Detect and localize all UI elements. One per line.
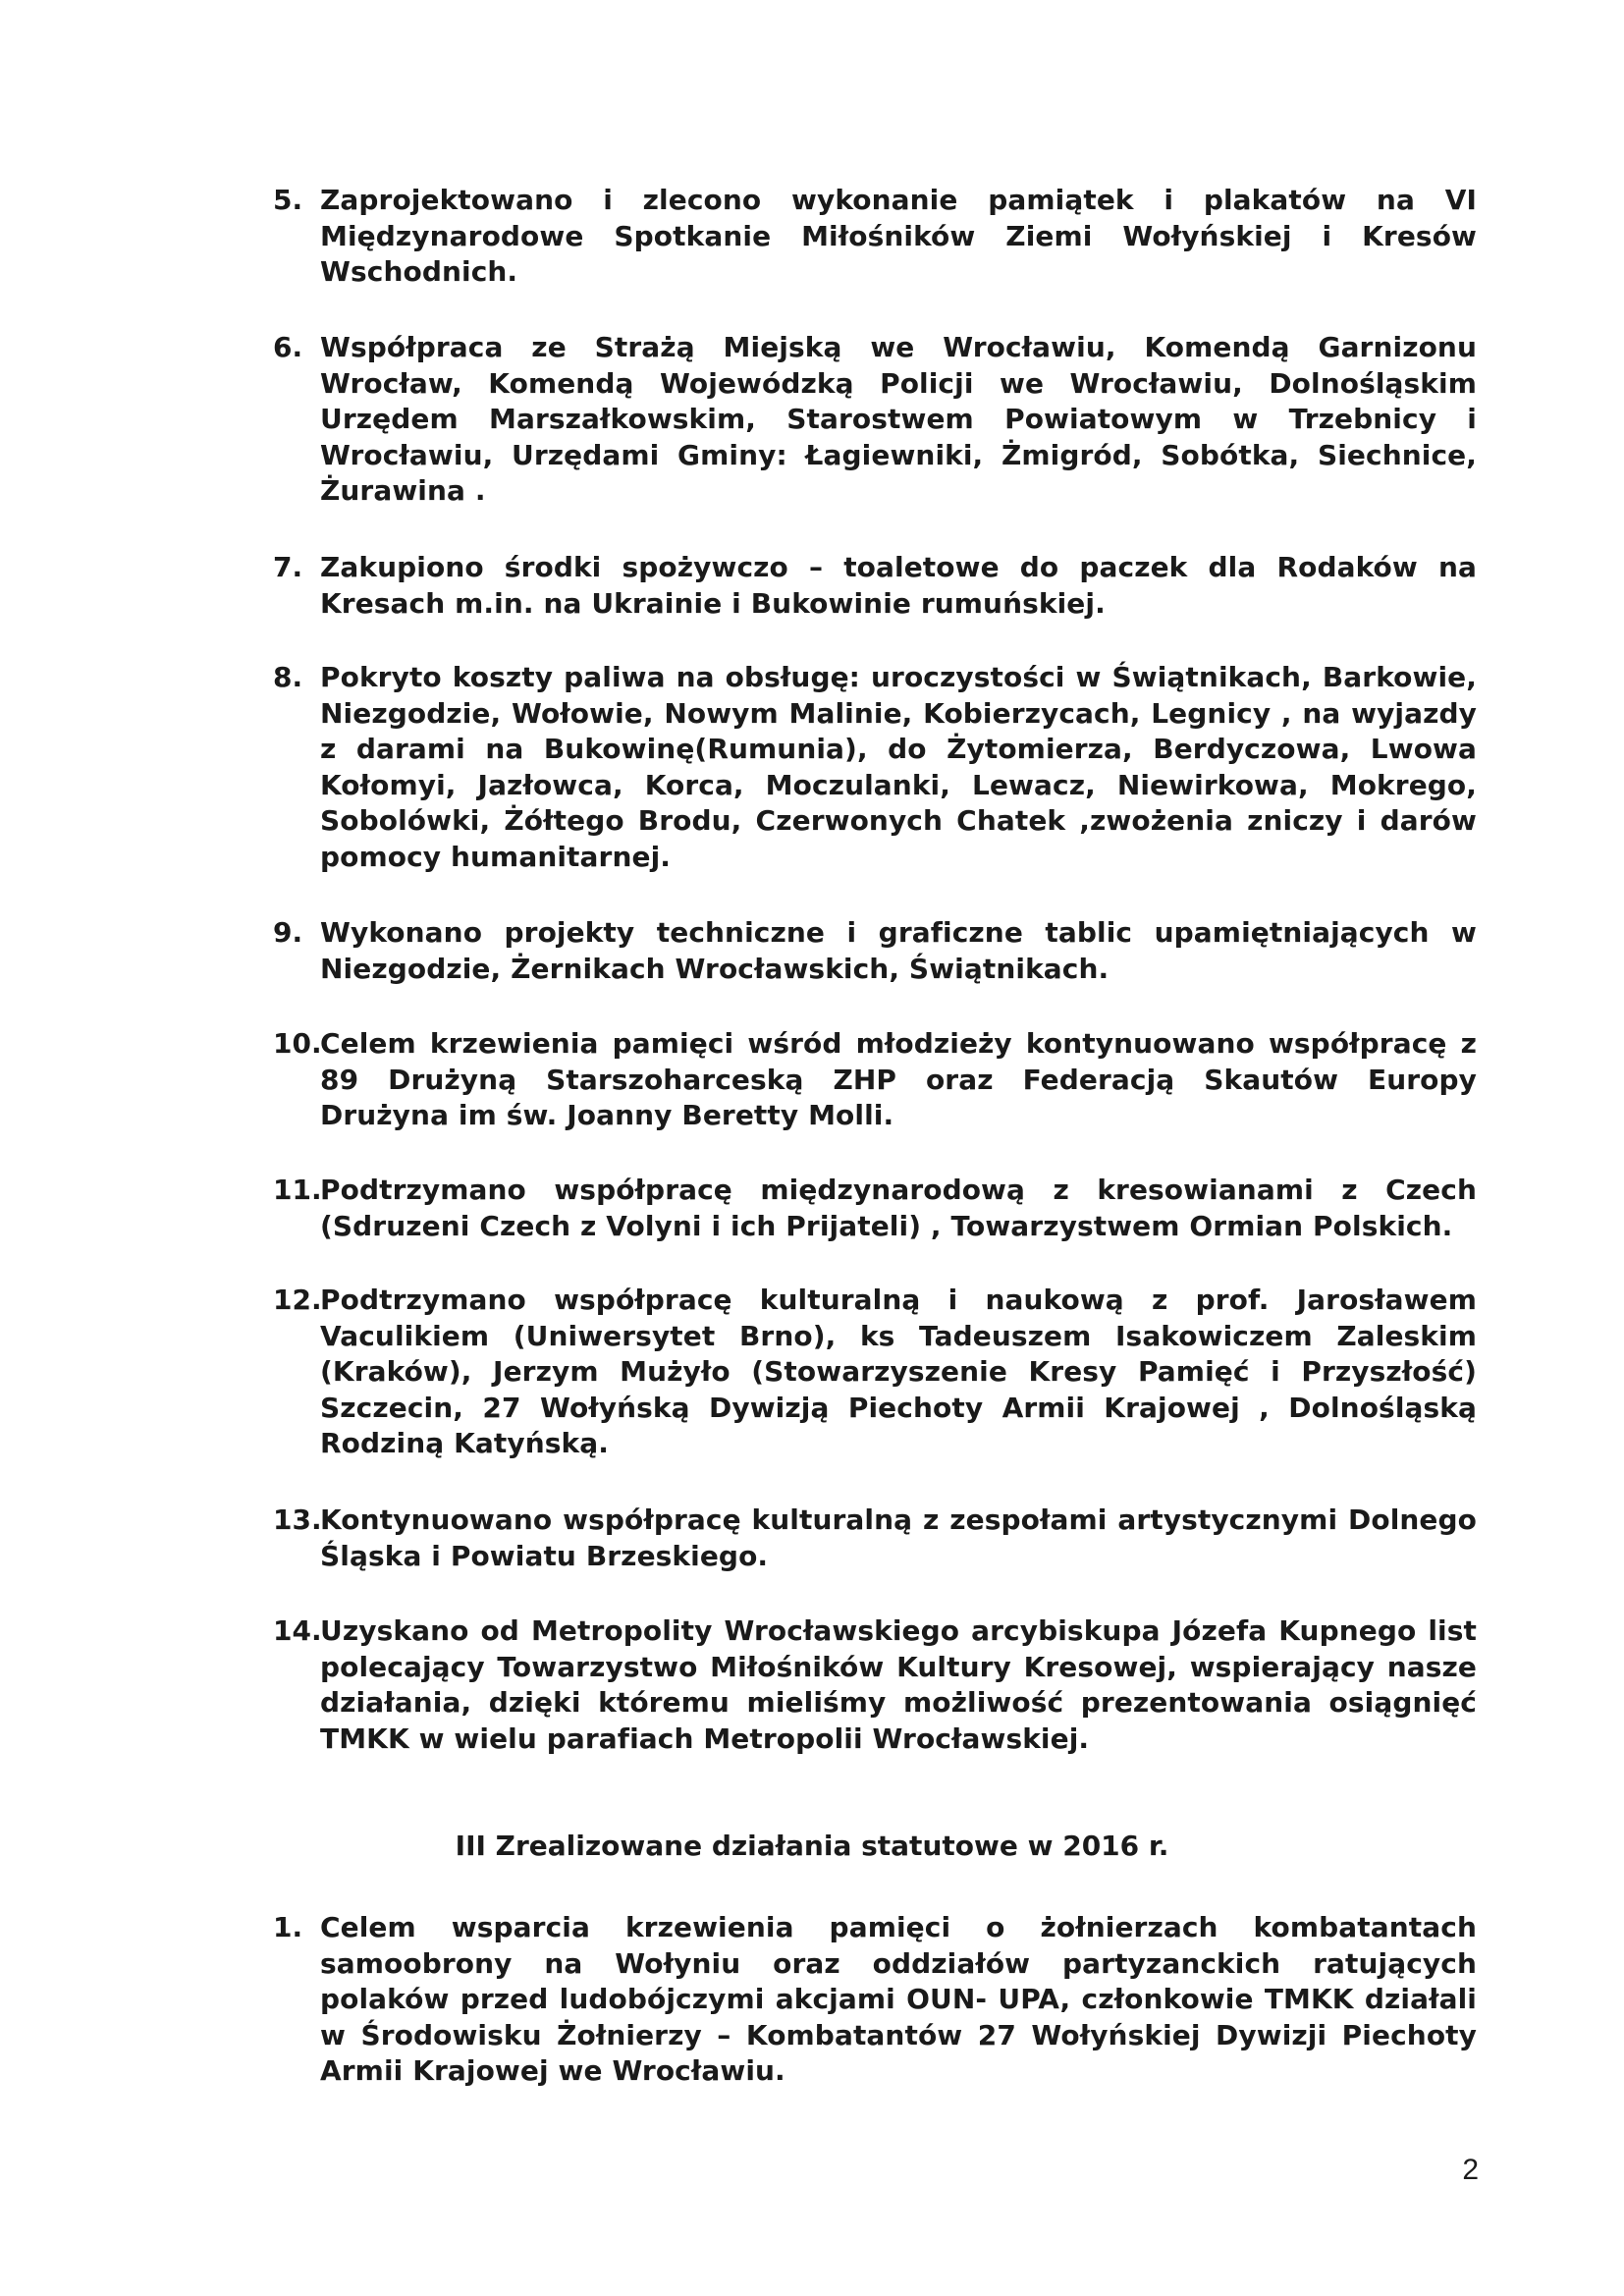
item-number: 6.: [273, 331, 303, 363]
list-item: [273, 660, 1477, 875]
item-text: Kontynuowano współpracę kulturalną z zespołami artystycznymi Dolnego Śląska i Powiatu Brzeskiego.: [320, 1503, 1477, 1572]
list-item: [273, 1613, 1477, 1757]
item-number: 5.: [273, 184, 303, 216]
item-text: Podtrzymano współpracę kulturalną i naukową z prof. Jarosławem Vaculikiem (Uniwersytet Brno), ks Tadeuszem Isakowiczem Zaleskim (Kraków), Jerzym Mużyło (Stowarzyszenie Kresy Pamięć i Przyszłość) Szczecin, 27 Wołyńską Dywizją Piechoty Armii Krajowej , Dolnośląską Rodziną Katyńską.: [320, 1284, 1477, 1459]
item-number: 9.: [273, 916, 303, 949]
section-heading: III Zrealizowane działania statutowe w 2016 r.: [455, 1830, 1169, 1862]
list-item: [273, 1910, 1477, 2090]
item-number: 14.: [273, 1614, 322, 1647]
item-text: Zakupiono środki spożywczo – toaletowe do paczek dla Rodaków na Kresach m.in. na Ukrainie i Bukowinie rumuńskiej.: [320, 551, 1477, 620]
item-text: Pokryto koszty paliwa na obsługę: uroczystości w Świątnikach, Barkowie, Niezgodzie, Wołowie, Nowym Malinie, Kobierzycach, Legnicy , na wyjazdy z darami na Bukowinę(Rumunia), do Żytomierza, Berdyczowa, Lwowa Kołomyi, Jazłowca, Korca, Moczulanki, Lewacz, Niewirkowa, Mokrego, Sobolówki, Żółtego Brodu, Czerwonych Chatek ,zwożenia zniczy i darów pomocy humanitarnej.: [320, 661, 1477, 873]
list-item: [273, 183, 1477, 291]
list-item: [273, 1503, 1477, 1574]
list-item: [273, 1026, 1477, 1134]
item-text: Uzyskano od Metropolity Wrocławskiego arcybiskupa Józefa Kupnego list polecający Towarzystwo Miłośników Kultury Kresowej, wspierający nasze działania, dzięki któremu mieliśmy możliwość prezentowania osiągnięć TMKK w wielu parafiach Metropolii Wrocławskiej.: [320, 1614, 1477, 1755]
item-number: 13.: [273, 1503, 322, 1536]
item-text: Podtrzymano współpracę międzynarodową z kresowianami z Czech (Sdruzeni Czech z Volyni i ich Prijateli) , Towarzystwem Ormian Polskich.: [320, 1174, 1477, 1242]
list-item: [273, 915, 1477, 987]
item-text: Celem krzewienia pamięci wśród młodzieży kontynuowano współpracę z 89 Drużyną Starszoharceską ZHP oraz Federacją Skautów Europy Drużyna im św. Joanny Beretty Molli.: [320, 1027, 1477, 1131]
list-item: [273, 330, 1477, 510]
item-text: Zaprojektowano i zlecono wykonanie pamiątek i plakatów na VI Międzynarodowe Spotkanie Miłośników Ziemi Wołyńskiej i Kresów Wschodnich.: [320, 184, 1477, 288]
item-text: Współpraca ze Strażą Miejską we Wrocławiu, Komendą Garnizonu Wrocław, Komendą Wojewódzką Policji we Wrocławiu, Dolnośląskim Urzędem Marszałkowskim, Starostwem Powiatowym w Trzebnicy i Wrocławiu, Urzędami Gminy: Łagiewniki, Żmigród, Sobótka, Siechnice, Żurawina .: [320, 331, 1477, 507]
item-number: 11.: [273, 1174, 322, 1206]
list-item: [273, 1173, 1477, 1244]
item-text: Wykonano projekty techniczne i graficzne tablic upamiętniających w Niezgodzie, Żernikach Wrocławskich, Świątnikach.: [320, 916, 1477, 985]
item-number: 10.: [273, 1027, 322, 1060]
item-number: 7.: [273, 551, 303, 583]
list-item: [273, 1283, 1477, 1462]
page-number: 2: [1462, 2154, 1479, 2186]
item-number: 12.: [273, 1284, 322, 1316]
item-text: Celem wsparcia krzewienia pamięci o żołnierzach kombatantach samoobrony na Wołyniu oraz oddziałów partyzanckich ratujących polaków przed ludobójczymi akcjami OUN- UPA, członkowie TMKK działali w Środowisku Żołnierzy – Kombatantów 27 Wołyńskiej Dywizji Piechoty Armii Krajowej we Wrocławiu.: [320, 1911, 1477, 2087]
list-item: [273, 550, 1477, 622]
item-number: 8.: [273, 661, 303, 693]
item-number: 1.: [273, 1911, 303, 1943]
